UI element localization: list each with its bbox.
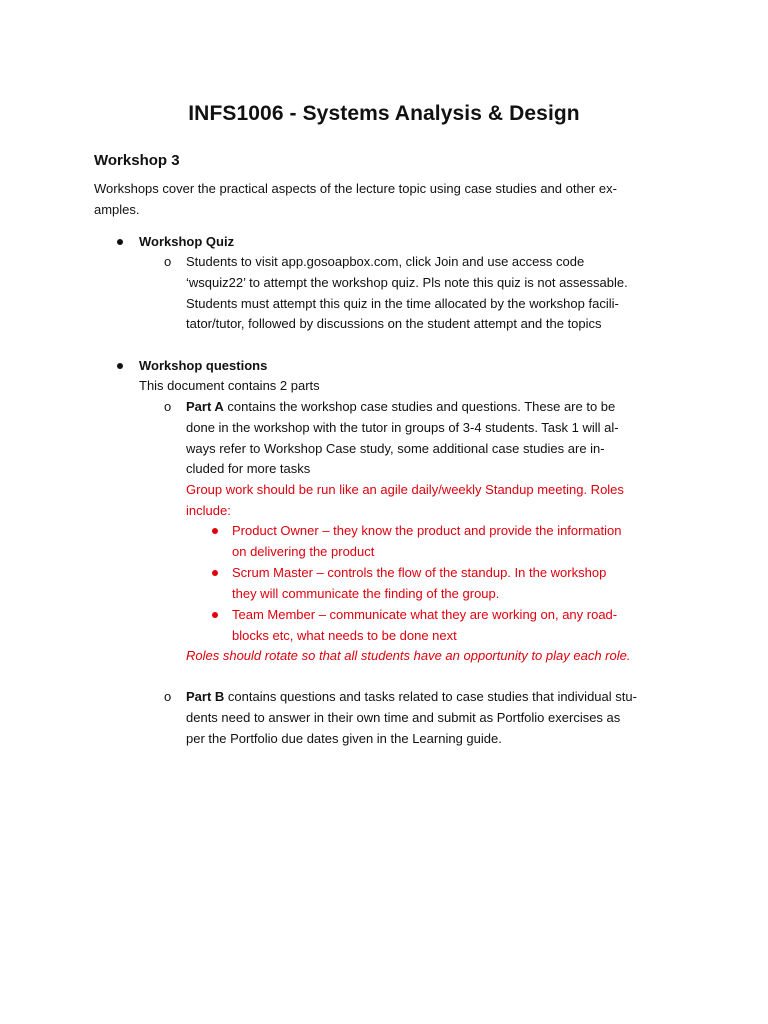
intro-paragraph — [94, 178, 694, 220]
part-b-item — [186, 687, 696, 749]
section-heading: Workshop 3 — [94, 152, 180, 169]
group-work-note-text: Group work should be run like an agile daily/weekly Standup meeting. Roles include: — [186, 482, 624, 518]
bullet-icon — [117, 363, 123, 369]
part-a-item — [186, 397, 686, 480]
rotate-note: Roles should rotate so that all students have an opportunity to play each role. — [186, 648, 631, 663]
circle-bullet-icon: o — [164, 254, 172, 269]
red-bullet-icon — [212, 528, 218, 534]
bullet-icon — [117, 239, 123, 245]
role-item — [232, 521, 692, 563]
circle-bullet-icon: o — [164, 399, 172, 414]
group-work-note — [186, 480, 686, 522]
role-team-member: Team Member – communicate what they are working on, any road- blocks etc, what needs to be done next — [232, 607, 618, 643]
circle-bullet-icon: o — [164, 689, 172, 704]
role-item — [232, 563, 692, 605]
role-product-owner: Product Owner – they know the product and provide the information on delivering the product — [232, 523, 622, 559]
intro-text: Workshops cover the practical aspects of the lecture topic using case studies and other ex- amples. — [94, 181, 617, 217]
part-b-text: contains questions and tasks related to case studies that individual stu- dents need to answer in their own time and submit as Portfolio exercises as per the Portfolio due dates given in the Learning guide. — [186, 689, 637, 746]
quiz-item — [186, 252, 686, 335]
red-bullet-icon — [212, 612, 218, 618]
questions-subtitle: This document contains 2 parts — [139, 378, 320, 393]
quiz-label: Workshop Quiz — [139, 234, 235, 249]
red-bullet-icon — [212, 570, 218, 576]
part-a-label: Part A — [186, 399, 224, 414]
document-title: INFS1006 - Systems Analysis & Design — [188, 102, 580, 125]
questions-label: Workshop questions — [139, 358, 268, 373]
role-scrum-master: Scrum Master – controls the flow of the standup. In the workshop they will communicate the finding of the group. — [232, 565, 607, 601]
role-item — [232, 605, 692, 647]
quiz-item-text: Students to visit app.gosoapbox.com, click Join and use access code ‘wsquiz22’ to attempt the workshop quiz. Pls note this quiz is not assessable. Students must attempt this quiz in the time allocated by the workshop facili- tator/tutor, followed by discussions on the student attempt and the topics — [186, 254, 628, 332]
part-a-text: contains the workshop case studies and questions. These are to be done in the workshop with the tutor in groups of 3-4 students. Task 1 will al- ways refer to Workshop Case study, some additional case studies are in- cluded for more tasks — [186, 399, 619, 477]
part-b-label: Part B — [186, 689, 225, 704]
